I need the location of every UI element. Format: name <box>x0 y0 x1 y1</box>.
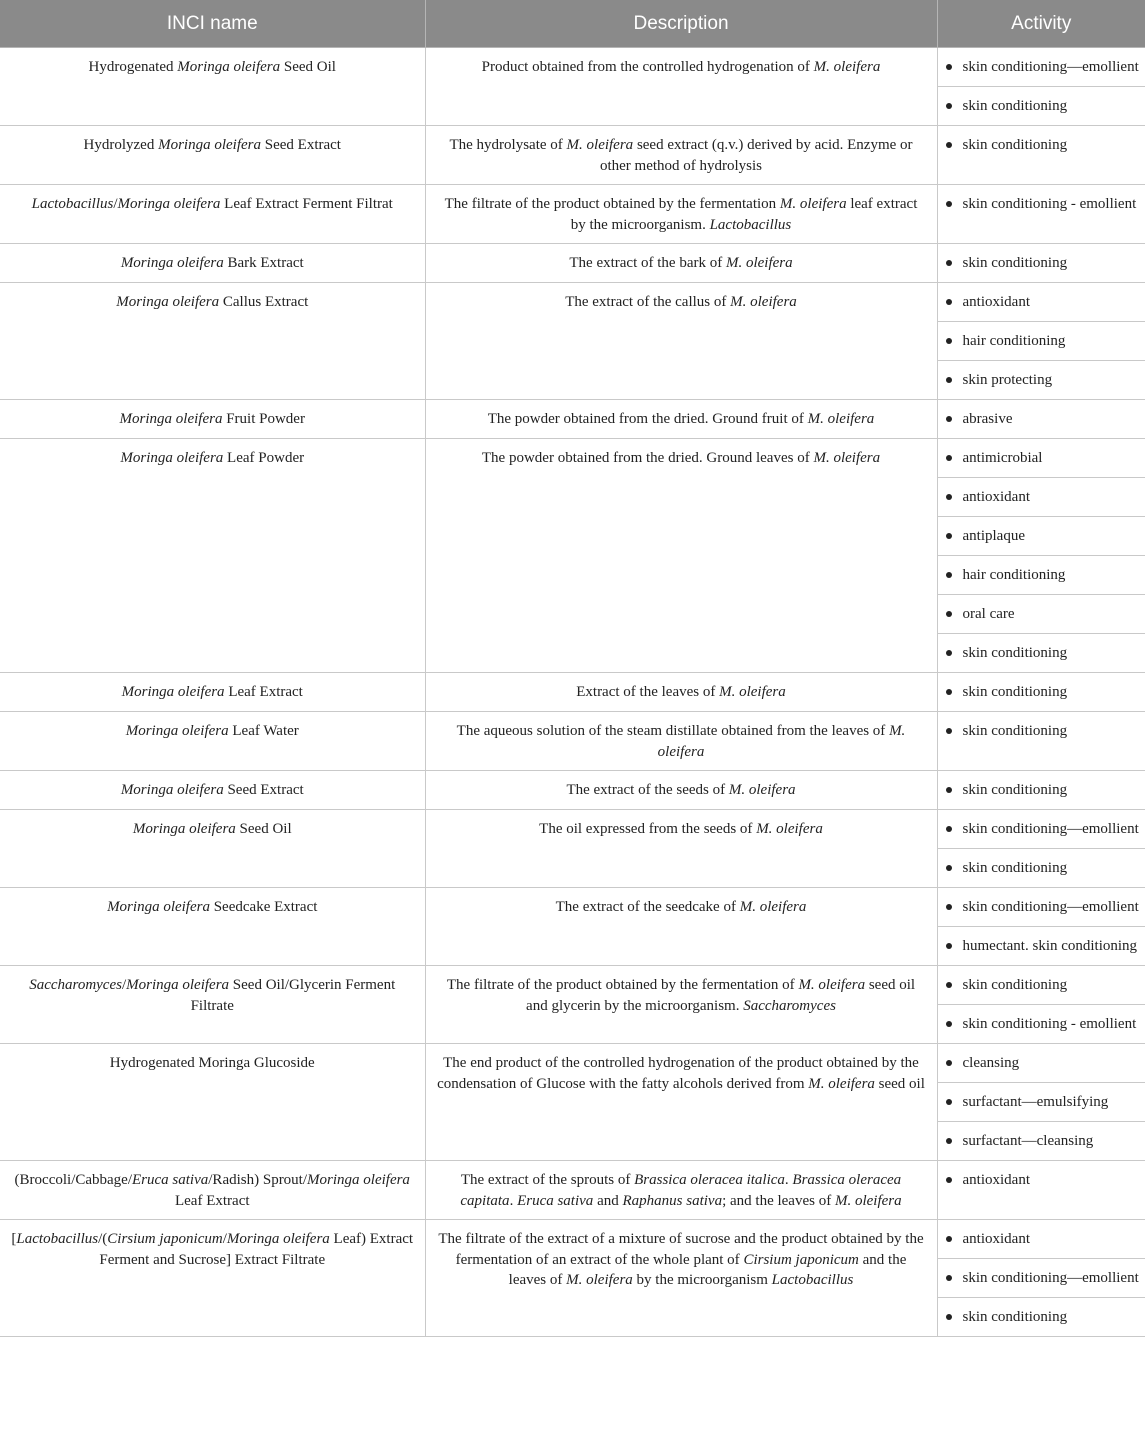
text-segment: The powder obtained from the dried. Ground fruit of <box>487 411 808 427</box>
inci-name-cell <box>0 126 425 185</box>
activity-item <box>938 888 1145 927</box>
text-segment: Leaf) Extract Ferment and Sucrose] Extract Filtrate <box>99 1231 414 1268</box>
text-segment: leaf extract by the microorganism. <box>570 196 918 233</box>
italic-text: M. oleifera <box>730 294 797 310</box>
text-segment: The filtrate of the product obtained by the fermentation <box>444 196 780 212</box>
table-row <box>0 439 1145 673</box>
activity-label: skin conditioning—emollient <box>962 821 1139 837</box>
italic-text: M. oleifera <box>725 255 793 271</box>
italic-text: Moringa oleifera <box>119 411 223 427</box>
inci-name-cell <box>0 439 425 673</box>
activity-label: skin conditioning <box>962 255 1068 271</box>
inci-name-cell <box>0 771 425 810</box>
table-row <box>0 185 1145 244</box>
inci-name-cell <box>0 888 425 966</box>
header-row <box>0 0 1145 48</box>
activity-label: cleansing <box>962 1055 1020 1071</box>
activity-label: surfactant—emulsifying <box>962 1094 1109 1110</box>
text-segment: Seed Oil/Glycerin Ferment Filtrate <box>190 977 396 1014</box>
activity-item <box>938 966 1145 1005</box>
activity-item <box>938 556 1145 595</box>
italic-text: Moringa oleifera <box>132 821 236 837</box>
italic-text: Moringa oleifera <box>158 137 261 153</box>
italic-text: Lactobacillus <box>31 196 114 212</box>
activity-item <box>938 1122 1145 1160</box>
activity-label: skin conditioning <box>962 977 1068 993</box>
inci-name-cell <box>0 966 425 1044</box>
text-segment: The end product of the controlled hydrogenation of the product obtained by the condensation of Glucose with the fatty alcohols derived from <box>437 1055 919 1092</box>
text-segment: Hydrolyzed <box>83 137 159 153</box>
table-row <box>0 712 1145 771</box>
table-row <box>0 283 1145 400</box>
table-row <box>0 810 1145 888</box>
bullet-icon <box>946 943 952 949</box>
activity-label: antioxidant <box>962 489 1030 505</box>
text-segment: The filtrate of the extract of a mixture of sucrose and the product obtained by the fermentation of an extract of the whole plant of <box>438 1231 924 1268</box>
italic-text: M. oleifera <box>807 411 875 427</box>
activity-cell <box>937 439 1145 673</box>
bullet-icon <box>946 826 952 832</box>
activity-label: antiplaque <box>962 528 1025 544</box>
activity-cell <box>937 966 1145 1044</box>
text-segment: seed extract (q.v.) derived by acid. Enzyme or other method of hydrolysis <box>599 137 913 174</box>
inci-name-cell <box>0 400 425 439</box>
activity-item <box>938 634 1145 672</box>
text-segment: Fruit Powder <box>222 411 305 427</box>
activity-item <box>938 48 1145 87</box>
bullet-icon <box>946 904 952 910</box>
table-row <box>0 966 1145 1044</box>
text-segment: The extract of the seeds of <box>566 782 729 798</box>
italic-text: Saccharomyces <box>743 997 836 1014</box>
description-cell <box>425 966 937 1044</box>
activity-cell <box>937 244 1145 283</box>
italic-text: Moringa oleifera <box>177 59 281 75</box>
activity-label: skin conditioning—emollient <box>962 899 1139 915</box>
italic-text: Lactobacillus <box>771 1272 854 1288</box>
description-cell <box>425 439 937 673</box>
text-segment: / <box>222 1231 227 1247</box>
text-segment: Seed Extract <box>261 137 341 153</box>
text-segment: The aqueous solution of the steam distillate obtained from the leaves of <box>456 723 890 739</box>
text-segment: seed oil <box>874 1075 925 1092</box>
text-segment: The extract of the seedcake of <box>555 899 740 915</box>
activity-item <box>938 1220 1145 1259</box>
text-segment: by the microorganism <box>632 1272 772 1288</box>
bullet-icon <box>946 299 952 305</box>
italic-text: M. oleifera <box>719 684 786 700</box>
text-segment: [ <box>11 1231 17 1247</box>
bullet-icon <box>946 455 952 461</box>
header-activity: Activity <box>937 0 1145 48</box>
italic-text: M. oleifera <box>566 1272 633 1288</box>
inci-name-cell <box>0 283 425 400</box>
description-cell <box>425 1161 937 1220</box>
description-cell <box>425 126 937 185</box>
activity-item <box>938 283 1145 322</box>
activity-cell <box>937 673 1145 712</box>
activity-label: hair conditioning <box>962 333 1066 349</box>
bullet-icon <box>946 865 952 871</box>
table-body <box>0 48 1145 1337</box>
activity-cell <box>937 1044 1145 1161</box>
activity-item <box>938 810 1145 849</box>
italic-text: Brassica oleracea capitata <box>460 1172 902 1209</box>
activity-item <box>938 185 1145 223</box>
table-row <box>0 400 1145 439</box>
bullet-icon <box>946 494 952 500</box>
italic-text: M. oleifera <box>739 899 807 915</box>
inci-name-cell <box>0 48 425 126</box>
table-row <box>0 771 1145 810</box>
italic-text: Cirsium japonicum <box>107 1231 223 1247</box>
bullet-icon <box>946 201 952 207</box>
italic-text: M. oleifera <box>756 821 823 837</box>
description-cell <box>425 771 937 810</box>
table-row <box>0 126 1145 185</box>
bullet-icon <box>946 1314 952 1320</box>
activity-item <box>938 1161 1145 1199</box>
text-segment: and the leaves of <box>508 1251 907 1288</box>
activity-cell <box>937 810 1145 888</box>
table-row <box>0 1044 1145 1161</box>
activity-item <box>938 1005 1145 1043</box>
description-cell <box>425 810 937 888</box>
activity-cell <box>937 888 1145 966</box>
header-inci-name: INCI name <box>0 0 425 48</box>
italic-text: Raphanus sativa <box>622 1192 723 1209</box>
text-segment: / <box>121 977 127 993</box>
inci-name-cell <box>0 1220 425 1337</box>
activity-label: antimicrobial <box>962 450 1043 466</box>
activity-item <box>938 517 1145 556</box>
text-segment: ; and the leaves of <box>722 1192 835 1209</box>
italic-text: Lactobacillus <box>16 1231 99 1247</box>
activity-item <box>938 1298 1145 1336</box>
text-segment: Seed Extract <box>223 782 304 798</box>
bullet-icon <box>946 103 952 109</box>
activity-label: skin conditioning—emollient <box>962 59 1139 75</box>
italic-text: Moringa oleifera <box>120 255 224 271</box>
bullet-icon <box>946 1236 952 1242</box>
italic-text: M. oleifera <box>779 196 847 212</box>
italic-text: M. oleifera <box>728 782 796 798</box>
description-cell <box>425 400 937 439</box>
bullet-icon <box>946 572 952 578</box>
description-cell <box>425 185 937 244</box>
header-description: Description <box>425 0 937 48</box>
italic-text: Moringa oleifera <box>307 1172 410 1188</box>
activity-item <box>938 400 1145 438</box>
italic-text: M. oleifera <box>808 1075 875 1092</box>
italic-text: Eruca sativa <box>517 1192 594 1209</box>
table-row <box>0 673 1145 712</box>
activity-label: skin conditioning - emollient <box>962 1016 1137 1032</box>
italic-text: Moringa oleifera <box>117 196 221 212</box>
text-segment: Seed Oil <box>235 821 292 837</box>
bullet-icon <box>946 142 952 148</box>
description-cell <box>425 1220 937 1337</box>
activity-item <box>938 927 1145 965</box>
activity-label: antioxidant <box>962 1172 1030 1188</box>
bullet-icon <box>946 1138 952 1144</box>
text-segment: Seedcake Extract <box>209 899 318 915</box>
description-cell <box>425 673 937 712</box>
activity-label: oral care <box>962 606 1015 622</box>
text-segment: The oil expressed from the seeds of <box>539 821 757 837</box>
table-row <box>0 888 1145 966</box>
activity-item <box>938 771 1145 809</box>
text-segment: . <box>509 1192 518 1209</box>
text-segment: Leaf Powder <box>223 450 305 466</box>
italic-text: Saccharomyces <box>29 977 122 993</box>
activity-label: skin conditioning <box>962 723 1068 739</box>
activity-cell <box>937 771 1145 810</box>
activity-label: skin conditioning <box>962 860 1068 876</box>
activity-label: skin conditioning <box>962 137 1068 153</box>
activity-label: surfactant—cleansing <box>962 1133 1094 1149</box>
description-cell <box>425 244 937 283</box>
activity-cell <box>937 712 1145 771</box>
description-cell <box>425 1044 937 1161</box>
activity-item <box>938 712 1145 750</box>
activity-item <box>938 478 1145 517</box>
inci-name-cell <box>0 673 425 712</box>
bullet-icon <box>946 338 952 344</box>
inci-name-cell <box>0 244 425 283</box>
activity-cell <box>937 185 1145 244</box>
italic-text: M. oleifera <box>813 59 881 75</box>
bullet-icon <box>946 1275 952 1281</box>
table-row <box>0 48 1145 126</box>
table-row <box>0 1220 1145 1337</box>
activity-cell <box>937 400 1145 439</box>
bullet-icon <box>946 689 952 695</box>
italic-text: M. oleifera <box>798 977 866 993</box>
text-segment: The hydrolysate of <box>449 137 567 153</box>
activity-label: skin protecting <box>962 372 1053 388</box>
text-segment: Callus Extract <box>219 294 309 310</box>
text-segment: / <box>113 196 118 212</box>
activity-item <box>938 1044 1145 1083</box>
activity-cell <box>937 126 1145 185</box>
activity-cell <box>937 1161 1145 1220</box>
activity-cell <box>937 48 1145 126</box>
bullet-icon <box>946 64 952 70</box>
text-segment: The extract of the bark of <box>569 255 726 271</box>
activity-label: hair conditioning <box>962 567 1066 583</box>
italic-text: Moringa oleifera <box>120 450 224 466</box>
text-segment: Leaf Extract Ferment Filtrat <box>220 196 393 212</box>
text-segment: Leaf Water <box>228 723 299 739</box>
italic-text: M. oleifera <box>813 450 881 466</box>
italic-text: Moringa oleifera <box>120 782 224 798</box>
bullet-icon <box>946 1177 952 1183</box>
italic-text: Moringa oleifera <box>126 977 230 993</box>
italic-text: Eruca sativa <box>132 1172 209 1188</box>
table-row <box>0 1161 1145 1220</box>
italic-text: Moringa oleifera <box>121 684 225 700</box>
bullet-icon <box>946 1099 952 1105</box>
activity-label: skin conditioning <box>962 645 1068 661</box>
activity-label: skin conditioning <box>962 782 1068 798</box>
activity-cell <box>937 1220 1145 1337</box>
italic-text: Brassica oleracea italica <box>634 1172 785 1188</box>
italic-text: M. oleifera <box>657 723 906 760</box>
inci-name-cell <box>0 712 425 771</box>
text-segment: Seed Oil <box>280 59 336 75</box>
description-cell <box>425 712 937 771</box>
activity-item <box>938 1083 1145 1122</box>
inci-name-cell <box>0 810 425 888</box>
text-segment: Product obtained from the controlled hydrogenation of <box>481 59 814 75</box>
activity-label: humectant. skin conditioning <box>962 938 1138 954</box>
text-segment: The extract of the sprouts of <box>460 1172 635 1188</box>
text-segment: Extract of the leaves of <box>576 684 720 700</box>
bullet-icon <box>946 416 952 422</box>
italic-text: Cirsium japonicum <box>743 1251 859 1268</box>
italic-text: M. oleifera <box>834 1192 902 1209</box>
italic-text: Moringa oleifera <box>226 1231 330 1247</box>
activity-item <box>938 87 1145 125</box>
text-segment: Bark Extract <box>223 255 304 271</box>
inci-name-cell <box>0 185 425 244</box>
text-segment: The powder obtained from the dried. Ground leaves of <box>481 450 814 466</box>
bullet-icon <box>946 787 952 793</box>
activity-label: skin conditioning <box>962 684 1068 700</box>
bullet-icon <box>946 728 952 734</box>
text-segment: (Broccoli/Cabbage/ <box>14 1172 133 1188</box>
activity-label: skin conditioning <box>962 1309 1068 1325</box>
bullet-icon <box>946 260 952 266</box>
text-segment: The extract of the callus of <box>565 294 731 310</box>
text-segment: Leaf Extract <box>224 684 303 700</box>
activity-cell <box>937 283 1145 400</box>
text-segment: . <box>784 1172 793 1188</box>
activity-label: skin conditioning—emollient <box>962 1270 1139 1286</box>
text-segment: and <box>593 1192 623 1209</box>
bullet-icon <box>946 1021 952 1027</box>
activity-label: skin conditioning <box>962 98 1068 114</box>
bullet-icon <box>946 650 952 656</box>
italic-text: M. oleifera <box>566 137 634 153</box>
activity-item <box>938 439 1145 478</box>
bullet-icon <box>946 377 952 383</box>
italic-text: Lactobacillus <box>709 216 792 233</box>
activity-item <box>938 1259 1145 1298</box>
bullet-icon <box>946 982 952 988</box>
bullet-icon <box>946 533 952 539</box>
bullet-icon <box>946 1060 952 1066</box>
italic-text: Moringa oleifera <box>107 899 210 915</box>
italic-text: Moringa oleifera <box>116 294 220 310</box>
activity-item <box>938 361 1145 399</box>
text-segment: Hydrogenated <box>88 59 178 75</box>
activity-label: abrasive <box>962 411 1013 427</box>
text-segment: Leaf Extract <box>174 1192 250 1209</box>
activity-label: skin conditioning - emollient <box>962 196 1137 212</box>
activity-item <box>938 849 1145 887</box>
text-segment: seed oil and glycerin by the microorganism. <box>526 977 916 1014</box>
text-segment: The filtrate of the product obtained by the fermentation of <box>446 977 799 993</box>
inci-name-cell <box>0 1044 425 1161</box>
description-cell <box>425 48 937 126</box>
inci-name-cell <box>0 1161 425 1220</box>
description-cell <box>425 888 937 966</box>
text-segment: /Radish) Sprout/ <box>208 1172 308 1188</box>
activity-item <box>938 126 1145 164</box>
activity-item <box>938 673 1145 711</box>
activity-label: antioxidant <box>962 294 1030 310</box>
text-segment: /( <box>98 1231 108 1247</box>
bullet-icon <box>946 611 952 617</box>
description-cell <box>425 283 937 400</box>
italic-text: Moringa oleifera <box>125 723 229 739</box>
text-segment: Hydrogenated Moringa Glucoside <box>109 1055 315 1071</box>
table-row <box>0 244 1145 283</box>
activity-item <box>938 595 1145 634</box>
activity-item <box>938 322 1145 361</box>
activity-item <box>938 244 1145 282</box>
activity-label: antioxidant <box>962 1231 1030 1247</box>
